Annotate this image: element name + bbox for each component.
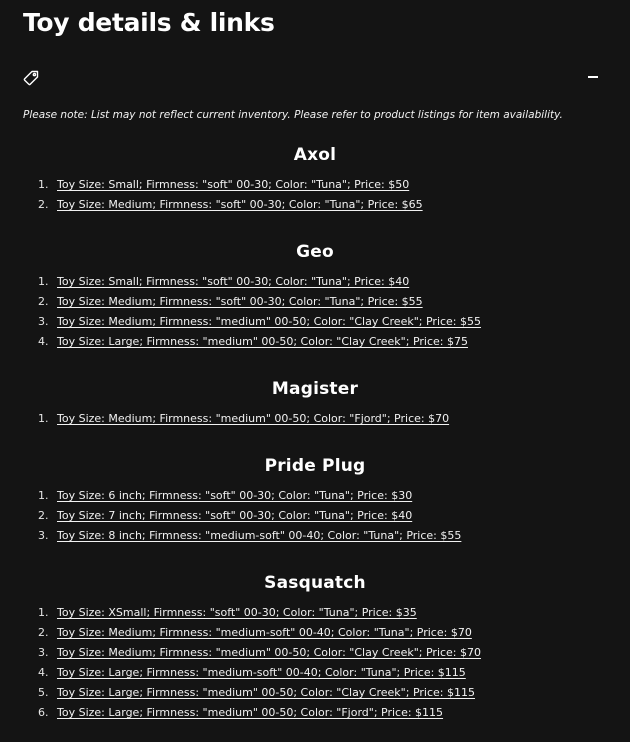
toy-heading: Geo	[296, 242, 334, 262]
list-item	[0, 506, 630, 526]
page-title: Toy details & links	[23, 8, 275, 37]
list-item	[0, 292, 630, 312]
product-link[interactable]: Toy Size: 7 inch; Firmness: "soft" 00-30; Color: "Tuna"; Price: $40	[57, 509, 413, 522]
toy-heading: Pride Plug	[264, 456, 366, 476]
collapse-button[interactable]	[585, 68, 601, 86]
item-number: 2.	[38, 626, 49, 639]
product-link[interactable]: Toy Size: Medium; Firmness: "medium-soft" 00-40; Color: "Tuna"; Price: $70	[57, 626, 472, 639]
toy-heading: Axol	[293, 145, 337, 165]
list-item	[0, 175, 630, 195]
item-number: 5.	[38, 686, 49, 699]
item-number: 2.	[38, 198, 49, 211]
list-item	[0, 526, 630, 546]
item-number: 3.	[38, 646, 49, 659]
item-number: 3.	[38, 315, 49, 328]
toy-section-magister	[0, 378, 630, 425]
list-item	[0, 683, 630, 703]
toy-variant-list	[0, 603, 630, 723]
product-link[interactable]: Toy Size: Large; Firmness: "medium" 00-50; Color: "Clay Creek"; Price: $115	[57, 686, 475, 699]
product-link[interactable]: Toy Size: Medium; Firmness: "medium" 00-50; Color: "Clay Creek"; Price: $55	[57, 315, 482, 328]
item-number: 1.	[38, 489, 49, 502]
toy-variant-list	[0, 409, 630, 429]
item-number: 6.	[38, 706, 49, 719]
product-link[interactable]: Toy Size: Small; Firmness: "soft" 00-30; Color: "Tuna"; Price: $50	[57, 178, 410, 191]
product-link[interactable]: Toy Size: Medium; Firmness: "medium" 00-50; Color: "Fjord"; Price: $70	[57, 412, 450, 425]
list-item	[0, 409, 630, 429]
product-link[interactable]: Toy Size: Large; Firmness: "medium" 00-50; Color: "Fjord"; Price: $115	[57, 706, 444, 719]
item-number: 3.	[38, 529, 49, 542]
product-link[interactable]: Toy Size: Medium; Firmness: "soft" 00-30; Color: "Tuna"; Price: $65	[57, 198, 423, 211]
item-number: 1.	[38, 412, 49, 425]
list-item	[0, 312, 630, 332]
product-link[interactable]: Toy Size: Small; Firmness: "soft" 00-30; Color: "Tuna"; Price: $40	[57, 275, 410, 288]
list-item	[0, 663, 630, 683]
list-item	[0, 332, 630, 352]
minus-icon	[588, 76, 598, 78]
item-number: 4.	[38, 335, 49, 348]
product-link[interactable]: Toy Size: Large; Firmness: "medium-soft" 00-40; Color: "Tuna"; Price: $115	[57, 666, 466, 679]
list-item	[0, 195, 630, 215]
availability-note: Please note: List may not reflect current inventory. Please refer to product listings for item availability.	[23, 109, 563, 121]
list-item	[0, 703, 630, 723]
product-link[interactable]: Toy Size: XSmall; Firmness: "soft" 00-30; Color: "Tuna"; Price: $35	[57, 606, 417, 619]
toy-section-sasquatch	[0, 572, 630, 719]
toy-variant-list	[0, 272, 630, 352]
toy-heading: Sasquatch	[264, 573, 366, 593]
item-number: 2.	[38, 295, 49, 308]
toy-variant-list	[0, 486, 630, 546]
list-item	[0, 486, 630, 506]
item-number: 2.	[38, 509, 49, 522]
product-link[interactable]: Toy Size: Large; Firmness: "medium" 00-50; Color: "Clay Creek"; Price: $75	[57, 335, 468, 348]
toy-variant-list	[0, 175, 630, 215]
toy-section-geo	[0, 241, 630, 348]
product-link[interactable]: Toy Size: Medium; Firmness: "soft" 00-30; Color: "Tuna"; Price: $55	[57, 295, 423, 308]
list-item	[0, 603, 630, 623]
toy-section-axol	[0, 144, 630, 211]
item-number: 1.	[38, 275, 49, 288]
list-item	[0, 272, 630, 292]
list-item	[0, 643, 630, 663]
toy-section-pride-plug	[0, 455, 630, 542]
item-number: 4.	[38, 666, 49, 679]
product-link[interactable]: Toy Size: 6 inch; Firmness: "soft" 00-30; Color: "Tuna"; Price: $30	[57, 489, 413, 502]
product-link[interactable]: Toy Size: 8 inch; Firmness: "medium-soft" 00-40; Color: "Tuna"; Price: $55	[57, 529, 462, 542]
toy-heading: Magister	[271, 379, 359, 399]
list-item	[0, 623, 630, 643]
product-link[interactable]: Toy Size: Medium; Firmness: "medium" 00-50; Color: "Clay Creek"; Price: $70	[57, 646, 482, 659]
tag-icon	[22, 69, 40, 87]
item-number: 1.	[38, 178, 49, 191]
item-number: 1.	[38, 606, 49, 619]
